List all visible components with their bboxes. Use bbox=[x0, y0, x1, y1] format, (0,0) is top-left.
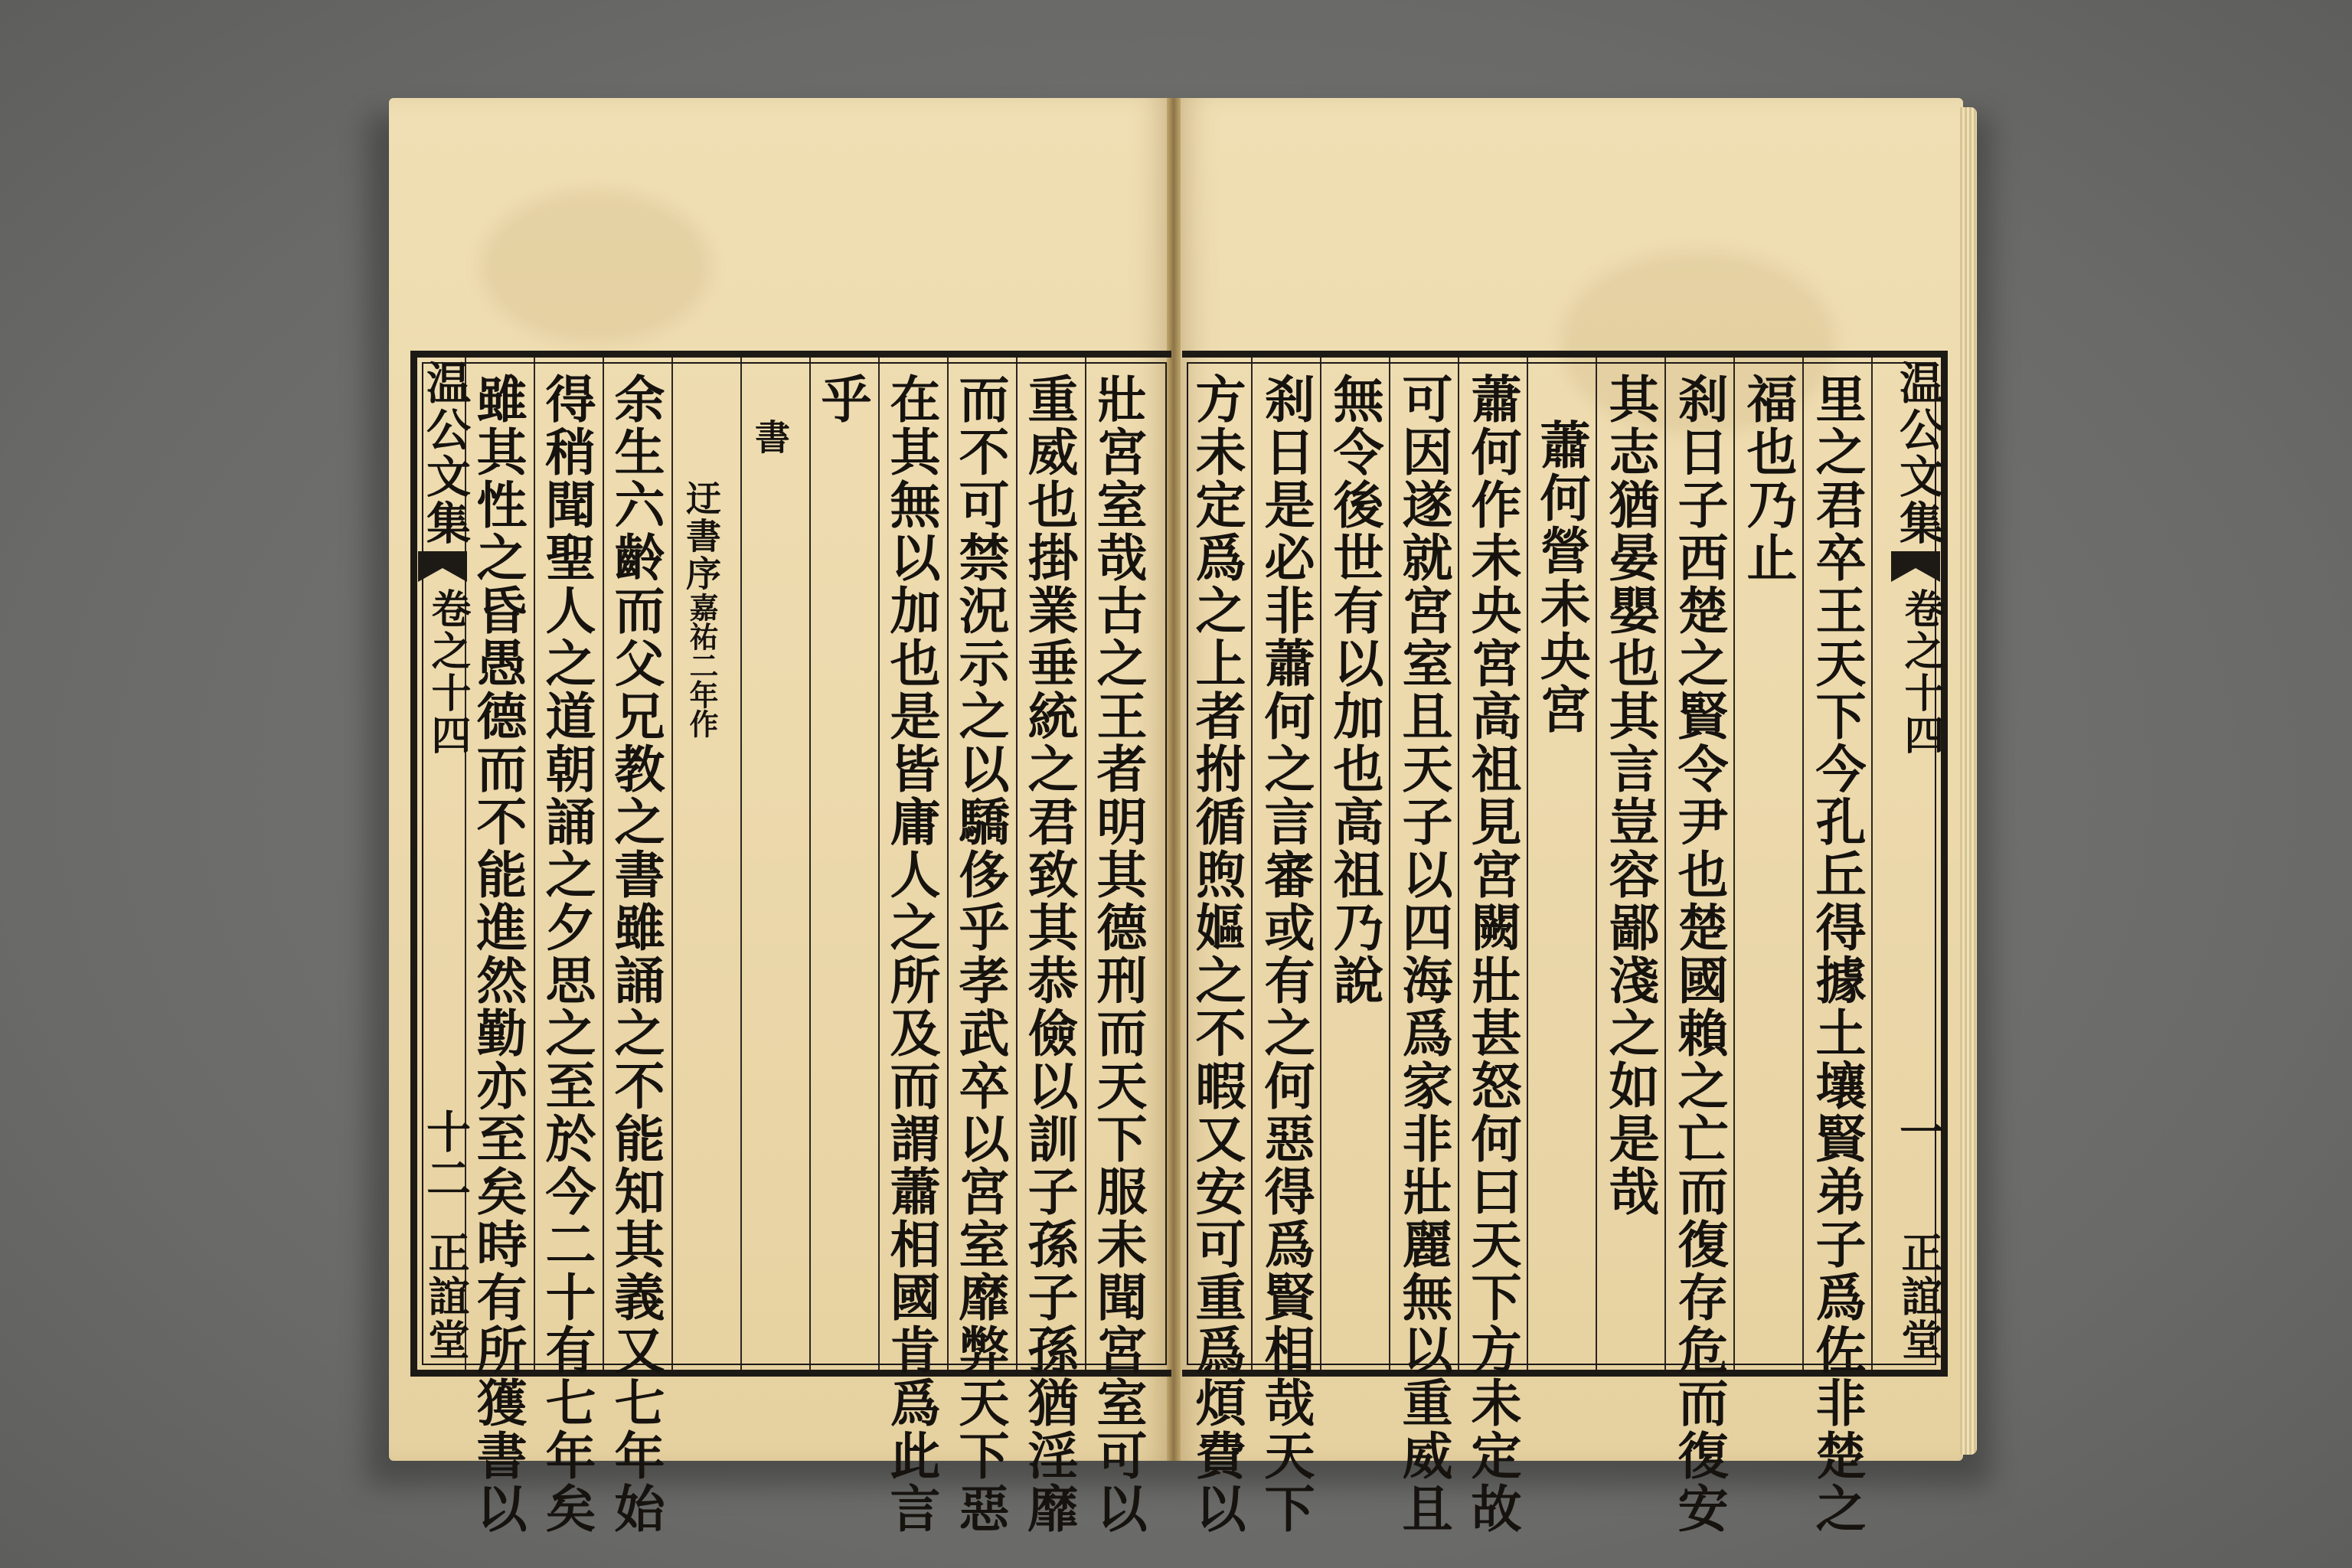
column-rule bbox=[740, 358, 742, 1370]
text-column: 福也乃止 bbox=[1738, 373, 1798, 584]
column-rule bbox=[1802, 358, 1804, 1370]
right-text-frame bbox=[1182, 351, 1948, 1535]
column-rule bbox=[1251, 358, 1253, 1370]
column-rule bbox=[809, 358, 811, 1370]
text-column: 無令後世有以加也高祖乃說 bbox=[1325, 373, 1384, 1007]
text-column: 乎 bbox=[812, 373, 872, 426]
column-rule bbox=[1527, 358, 1528, 1370]
date-note: 嘉祐二年作 bbox=[684, 593, 719, 738]
fish-tail-mark bbox=[418, 551, 467, 582]
text-column: 重威也掛業垂統之君致其恭儉以訓子孫子孫猶淫靡 bbox=[1019, 373, 1079, 1535]
text-column: 而不可禁況示之以驕侈乎孝武卒以宮室靡弊天下惡 bbox=[950, 373, 1010, 1535]
column-rule bbox=[1389, 358, 1390, 1370]
column-rule bbox=[1596, 358, 1597, 1370]
column-rule bbox=[1085, 358, 1086, 1370]
column-rule bbox=[1733, 358, 1735, 1370]
column-rule bbox=[534, 358, 535, 1370]
banxin-volume: 卷之十四 bbox=[1897, 588, 1944, 756]
text-column: 壯宮室哉古之王者明其德刑而天下服未聞宮室可以 bbox=[1088, 373, 1148, 1535]
text-column: 得稍聞聖人之道朝誦之夕思之至於今二十有七年矣 bbox=[537, 373, 596, 1535]
right-banxin bbox=[1891, 351, 1944, 1377]
text-column: 可因遂就宮室且天子以四海爲家非壯麗無以重威且 bbox=[1393, 373, 1453, 1535]
column-rule bbox=[671, 358, 673, 1370]
text-column: 蕭何作未央宮高祖見宮闕壯甚怒何曰天下方未定故 bbox=[1462, 373, 1522, 1535]
text-column: 余生六齡而父兄教之書雖誦之不能知其義又七年始 bbox=[606, 373, 665, 1535]
left-banxin bbox=[418, 351, 471, 1377]
column-rule bbox=[947, 358, 949, 1370]
page-edges bbox=[1960, 107, 1977, 1455]
column-rule bbox=[1016, 358, 1018, 1370]
fish-tail-mark bbox=[1891, 551, 1940, 582]
text-column: 雖其性之昏愚德而不能進然勤亦至矣時有所獲書以 bbox=[468, 373, 528, 1535]
section-title: 蕭何營未央宮 bbox=[1531, 419, 1591, 736]
text-column: 里之君卒王天下今孔丘得據土壤賢弟子爲佐非楚之 bbox=[1807, 373, 1867, 1535]
banxin-press: 正誼堂 bbox=[422, 1231, 471, 1362]
banxin-title: 温公文集 bbox=[1892, 360, 1944, 547]
banxin-volume: 卷之十四 bbox=[424, 588, 471, 756]
banxin-folio: 一 bbox=[1892, 1109, 1944, 1155]
column-rule bbox=[603, 358, 604, 1370]
category-heading: 書 bbox=[750, 419, 791, 456]
text-column: 在其無以加也是皆庸人之所及而謂蕭相國肯爲此言 bbox=[881, 373, 941, 1535]
left-text-frame bbox=[410, 351, 1171, 1535]
column-rule bbox=[1458, 358, 1459, 1370]
text-column: 方未定爲之上者拊循煦嫗之不暇又安可重爲煩費以 bbox=[1187, 373, 1246, 1535]
text-column: 刹日是必非蕭何之言審或有之何惡得爲賢相哉天下 bbox=[1256, 373, 1315, 1535]
banxin-press: 正誼堂 bbox=[1895, 1231, 1944, 1362]
banxin-title: 温公文集 bbox=[419, 360, 471, 547]
column-rule bbox=[1320, 358, 1321, 1370]
text-column: 其志猶晏嬰也其言豈容鄙淺之如是哉 bbox=[1600, 373, 1660, 1218]
section-title bbox=[681, 480, 722, 1354]
column-rule bbox=[1664, 358, 1666, 1370]
column-rule bbox=[1871, 358, 1873, 1370]
text-column: 刹日子西楚之賢令尹也楚國賴之亡而復存危而復安 bbox=[1669, 373, 1729, 1535]
banxin-folio: 十二 bbox=[419, 1109, 471, 1202]
column-rule bbox=[878, 358, 880, 1370]
section-title-text: 迂書序 bbox=[681, 480, 722, 593]
paper-stain bbox=[481, 190, 710, 343]
